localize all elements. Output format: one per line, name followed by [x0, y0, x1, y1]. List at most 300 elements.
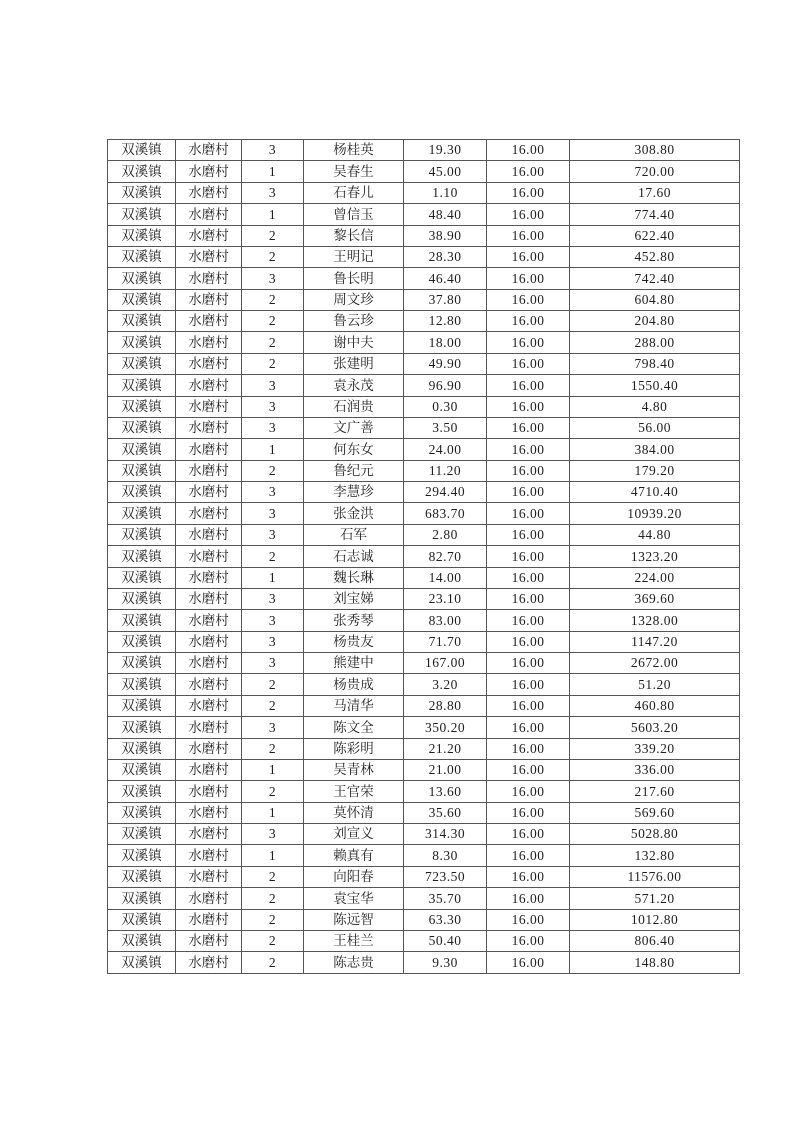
cell-amount: 1550.40	[570, 375, 740, 396]
cell-town: 双溪镇	[108, 802, 176, 823]
cell-name: 文广善	[304, 417, 404, 438]
table-row	[108, 375, 740, 396]
cell-village: 水磨村	[176, 225, 242, 246]
cell-village: 水磨村	[176, 375, 242, 396]
cell-village: 水磨村	[176, 781, 242, 802]
cell-unit-price: 16.00	[487, 759, 570, 780]
cell-unit-price: 16.00	[487, 738, 570, 759]
cell-town: 双溪镇	[108, 845, 176, 866]
cell-town: 双溪镇	[108, 439, 176, 460]
table-row	[108, 930, 740, 951]
table-row	[108, 567, 740, 588]
cell-amount: 1147.20	[570, 631, 740, 652]
cell-group: 1	[242, 845, 304, 866]
cell-village: 水磨村	[176, 759, 242, 780]
cell-name: 张金洪	[304, 503, 404, 524]
cell-name: 张建明	[304, 353, 404, 374]
cell-town: 双溪镇	[108, 182, 176, 203]
cell-amount: 4.80	[570, 396, 740, 417]
cell-unit-price: 16.00	[487, 246, 570, 267]
cell-name: 王官荣	[304, 781, 404, 802]
cell-town: 双溪镇	[108, 738, 176, 759]
cell-group: 2	[242, 674, 304, 695]
cell-village: 水磨村	[176, 524, 242, 545]
cell-quantity: 19.30	[404, 140, 487, 161]
table-row	[108, 417, 740, 438]
cell-name: 吴青林	[304, 759, 404, 780]
cell-group: 2	[242, 546, 304, 567]
cell-name: 王桂兰	[304, 930, 404, 951]
cell-quantity: 13.60	[404, 781, 487, 802]
cell-group: 2	[242, 332, 304, 353]
cell-quantity: 83.00	[404, 610, 487, 631]
cell-quantity: 21.20	[404, 738, 487, 759]
table-row	[108, 866, 740, 887]
table-row	[108, 717, 740, 738]
table-row	[108, 759, 740, 780]
cell-town: 双溪镇	[108, 332, 176, 353]
table-row	[108, 824, 740, 845]
cell-name: 杨贵成	[304, 674, 404, 695]
cell-quantity: 0.30	[404, 396, 487, 417]
cell-name: 袁宝华	[304, 888, 404, 909]
cell-name: 黎长信	[304, 225, 404, 246]
cell-town: 双溪镇	[108, 695, 176, 716]
cell-group: 1	[242, 204, 304, 225]
cell-quantity: 38.90	[404, 225, 487, 246]
cell-village: 水磨村	[176, 909, 242, 930]
cell-town: 双溪镇	[108, 888, 176, 909]
cell-group: 2	[242, 909, 304, 930]
cell-town: 双溪镇	[108, 610, 176, 631]
cell-name: 石润贵	[304, 396, 404, 417]
cell-town: 双溪镇	[108, 567, 176, 588]
cell-quantity: 314.30	[404, 824, 487, 845]
table-row	[108, 332, 740, 353]
cell-amount: 204.80	[570, 311, 740, 332]
table-row	[108, 225, 740, 246]
cell-amount: 569.60	[570, 802, 740, 823]
cell-name: 莫怀清	[304, 802, 404, 823]
cell-group: 3	[242, 396, 304, 417]
cell-quantity: 46.40	[404, 268, 487, 289]
cell-quantity: 35.60	[404, 802, 487, 823]
cell-village: 水磨村	[176, 610, 242, 631]
cell-town: 双溪镇	[108, 246, 176, 267]
cell-unit-price: 16.00	[487, 824, 570, 845]
cell-unit-price: 16.00	[487, 225, 570, 246]
cell-town: 双溪镇	[108, 396, 176, 417]
cell-name: 石志诚	[304, 546, 404, 567]
cell-unit-price: 16.00	[487, 204, 570, 225]
cell-quantity: 23.10	[404, 588, 487, 609]
cell-village: 水磨村	[176, 460, 242, 481]
cell-quantity: 71.70	[404, 631, 487, 652]
cell-name: 刘宝娣	[304, 588, 404, 609]
cell-town: 双溪镇	[108, 653, 176, 674]
cell-town: 双溪镇	[108, 952, 176, 973]
cell-group: 2	[242, 930, 304, 951]
cell-quantity: 35.70	[404, 888, 487, 909]
cell-name: 刘宣义	[304, 824, 404, 845]
cell-unit-price: 16.00	[487, 717, 570, 738]
cell-quantity: 21.00	[404, 759, 487, 780]
cell-town: 双溪镇	[108, 482, 176, 503]
table-row	[108, 353, 740, 374]
cell-quantity: 63.30	[404, 909, 487, 930]
cell-group: 1	[242, 802, 304, 823]
cell-village: 水磨村	[176, 888, 242, 909]
cell-town: 双溪镇	[108, 161, 176, 182]
table-row	[108, 674, 740, 695]
table-row	[108, 888, 740, 909]
cell-quantity: 48.40	[404, 204, 487, 225]
cell-amount: 56.00	[570, 417, 740, 438]
table-row	[108, 524, 740, 545]
cell-village: 水磨村	[176, 332, 242, 353]
cell-quantity: 723.50	[404, 866, 487, 887]
table-row	[108, 246, 740, 267]
cell-group: 3	[242, 503, 304, 524]
cell-amount: 44.80	[570, 524, 740, 545]
cell-town: 双溪镇	[108, 631, 176, 652]
cell-town: 双溪镇	[108, 289, 176, 310]
cell-group: 1	[242, 567, 304, 588]
cell-group: 2	[242, 695, 304, 716]
cell-quantity: 49.90	[404, 353, 487, 374]
cell-town: 双溪镇	[108, 546, 176, 567]
cell-unit-price: 16.00	[487, 567, 570, 588]
table-row	[108, 738, 740, 759]
cell-quantity: 96.90	[404, 375, 487, 396]
cell-village: 水磨村	[176, 866, 242, 887]
cell-amount: 132.80	[570, 845, 740, 866]
cell-village: 水磨村	[176, 417, 242, 438]
cell-amount: 17.60	[570, 182, 740, 203]
cell-amount: 369.60	[570, 588, 740, 609]
cell-unit-price: 16.00	[487, 417, 570, 438]
cell-amount: 10939.20	[570, 503, 740, 524]
cell-quantity: 3.20	[404, 674, 487, 695]
cell-amount: 384.00	[570, 439, 740, 460]
cell-amount: 452.80	[570, 246, 740, 267]
cell-town: 双溪镇	[108, 717, 176, 738]
cell-name: 马清华	[304, 695, 404, 716]
cell-unit-price: 16.00	[487, 695, 570, 716]
cell-group: 3	[242, 140, 304, 161]
cell-name: 鲁纪元	[304, 460, 404, 481]
cell-village: 水磨村	[176, 930, 242, 951]
cell-name: 鲁云珍	[304, 311, 404, 332]
cell-name: 袁永茂	[304, 375, 404, 396]
cell-town: 双溪镇	[108, 588, 176, 609]
cell-unit-price: 16.00	[487, 952, 570, 973]
cell-amount: 571.20	[570, 888, 740, 909]
cell-unit-price: 16.00	[487, 845, 570, 866]
cell-amount: 720.00	[570, 161, 740, 182]
cell-group: 3	[242, 653, 304, 674]
cell-village: 水磨村	[176, 674, 242, 695]
table-row	[108, 311, 740, 332]
cell-quantity: 9.30	[404, 952, 487, 973]
cell-amount: 798.40	[570, 353, 740, 374]
cell-name: 赖真有	[304, 845, 404, 866]
cell-unit-price: 16.00	[487, 610, 570, 631]
cell-amount: 51.20	[570, 674, 740, 695]
cell-village: 水磨村	[176, 952, 242, 973]
cell-amount: 217.60	[570, 781, 740, 802]
cell-unit-price: 16.00	[487, 674, 570, 695]
cell-amount: 806.40	[570, 930, 740, 951]
table-row	[108, 289, 740, 310]
cell-unit-price: 16.00	[487, 781, 570, 802]
cell-unit-price: 16.00	[487, 353, 570, 374]
cell-quantity: 12.80	[404, 311, 487, 332]
cell-group: 3	[242, 482, 304, 503]
cell-amount: 1328.00	[570, 610, 740, 631]
cell-village: 水磨村	[176, 439, 242, 460]
cell-name: 陈远智	[304, 909, 404, 930]
cell-name: 李慧珍	[304, 482, 404, 503]
cell-unit-price: 16.00	[487, 653, 570, 674]
cell-amount: 622.40	[570, 225, 740, 246]
cell-quantity: 3.50	[404, 417, 487, 438]
cell-quantity: 2.80	[404, 524, 487, 545]
cell-group: 3	[242, 824, 304, 845]
table-row	[108, 781, 740, 802]
cell-town: 双溪镇	[108, 225, 176, 246]
cell-group: 2	[242, 353, 304, 374]
cell-quantity: 1.10	[404, 182, 487, 203]
cell-amount: 336.00	[570, 759, 740, 780]
cell-name: 张秀琴	[304, 610, 404, 631]
payment-table	[107, 139, 740, 974]
table-row	[108, 909, 740, 930]
cell-village: 水磨村	[176, 845, 242, 866]
cell-group: 2	[242, 952, 304, 973]
cell-quantity: 11.20	[404, 460, 487, 481]
cell-village: 水磨村	[176, 289, 242, 310]
cell-unit-price: 16.00	[487, 140, 570, 161]
cell-group: 3	[242, 417, 304, 438]
cell-town: 双溪镇	[108, 781, 176, 802]
table-row	[108, 268, 740, 289]
cell-village: 水磨村	[176, 824, 242, 845]
cell-town: 双溪镇	[108, 204, 176, 225]
cell-amount: 774.40	[570, 204, 740, 225]
table-row	[108, 439, 740, 460]
cell-village: 水磨村	[176, 161, 242, 182]
cell-amount: 5603.20	[570, 717, 740, 738]
cell-name: 魏长琳	[304, 567, 404, 588]
cell-quantity: 294.40	[404, 482, 487, 503]
cell-name: 周文珍	[304, 289, 404, 310]
cell-town: 双溪镇	[108, 503, 176, 524]
cell-group: 3	[242, 524, 304, 545]
cell-village: 水磨村	[176, 738, 242, 759]
table-row	[108, 588, 740, 609]
cell-name: 何东女	[304, 439, 404, 460]
table-row	[108, 204, 740, 225]
cell-village: 水磨村	[176, 631, 242, 652]
cell-unit-price: 16.00	[487, 332, 570, 353]
cell-amount: 339.20	[570, 738, 740, 759]
cell-unit-price: 16.00	[487, 909, 570, 930]
payment-table-body	[108, 140, 740, 974]
cell-village: 水磨村	[176, 204, 242, 225]
cell-unit-price: 16.00	[487, 503, 570, 524]
table-row	[108, 952, 740, 973]
cell-town: 双溪镇	[108, 674, 176, 695]
cell-town: 双溪镇	[108, 909, 176, 930]
cell-unit-price: 16.00	[487, 182, 570, 203]
cell-town: 双溪镇	[108, 824, 176, 845]
cell-quantity: 50.40	[404, 930, 487, 951]
cell-village: 水磨村	[176, 717, 242, 738]
cell-group: 2	[242, 781, 304, 802]
cell-village: 水磨村	[176, 653, 242, 674]
cell-name: 陈志贵	[304, 952, 404, 973]
cell-name: 向阳春	[304, 866, 404, 887]
cell-group: 3	[242, 588, 304, 609]
cell-name: 石军	[304, 524, 404, 545]
cell-unit-price: 16.00	[487, 631, 570, 652]
cell-group: 2	[242, 289, 304, 310]
cell-group: 3	[242, 717, 304, 738]
cell-name: 谢中夫	[304, 332, 404, 353]
cell-village: 水磨村	[176, 802, 242, 823]
cell-name: 杨桂英	[304, 140, 404, 161]
cell-village: 水磨村	[176, 588, 242, 609]
cell-name: 陈文全	[304, 717, 404, 738]
cell-unit-price: 16.00	[487, 888, 570, 909]
cell-town: 双溪镇	[108, 375, 176, 396]
cell-quantity: 82.70	[404, 546, 487, 567]
cell-group: 2	[242, 311, 304, 332]
cell-amount: 148.80	[570, 952, 740, 973]
cell-quantity: 45.00	[404, 161, 487, 182]
cell-unit-price: 16.00	[487, 268, 570, 289]
table-row	[108, 396, 740, 417]
cell-group: 3	[242, 182, 304, 203]
cell-quantity: 18.00	[404, 332, 487, 353]
cell-village: 水磨村	[176, 311, 242, 332]
table-row	[108, 482, 740, 503]
cell-group: 3	[242, 375, 304, 396]
cell-name: 吴春生	[304, 161, 404, 182]
cell-amount: 742.40	[570, 268, 740, 289]
cell-name: 熊建中	[304, 653, 404, 674]
cell-group: 3	[242, 631, 304, 652]
cell-amount: 4710.40	[570, 482, 740, 503]
cell-quantity: 683.70	[404, 503, 487, 524]
cell-unit-price: 16.00	[487, 396, 570, 417]
cell-unit-price: 16.00	[487, 802, 570, 823]
cell-name: 王明记	[304, 246, 404, 267]
cell-unit-price: 16.00	[487, 311, 570, 332]
cell-group: 2	[242, 888, 304, 909]
cell-amount: 1323.20	[570, 546, 740, 567]
cell-amount: 5028.80	[570, 824, 740, 845]
cell-name: 鲁长明	[304, 268, 404, 289]
cell-village: 水磨村	[176, 268, 242, 289]
cell-group: 2	[242, 246, 304, 267]
cell-unit-price: 16.00	[487, 930, 570, 951]
cell-village: 水磨村	[176, 503, 242, 524]
cell-town: 双溪镇	[108, 268, 176, 289]
cell-name: 杨贵友	[304, 631, 404, 652]
cell-group: 3	[242, 610, 304, 631]
cell-village: 水磨村	[176, 396, 242, 417]
cell-town: 双溪镇	[108, 353, 176, 374]
cell-quantity: 37.80	[404, 289, 487, 310]
table-row	[108, 182, 740, 203]
cell-town: 双溪镇	[108, 866, 176, 887]
cell-village: 水磨村	[176, 246, 242, 267]
table-row	[108, 802, 740, 823]
cell-unit-price: 16.00	[487, 375, 570, 396]
cell-unit-price: 16.00	[487, 588, 570, 609]
table-row	[108, 503, 740, 524]
cell-unit-price: 16.00	[487, 460, 570, 481]
cell-town: 双溪镇	[108, 311, 176, 332]
cell-town: 双溪镇	[108, 524, 176, 545]
table-row	[108, 610, 740, 631]
cell-group: 2	[242, 460, 304, 481]
cell-village: 水磨村	[176, 353, 242, 374]
cell-group: 2	[242, 738, 304, 759]
cell-quantity: 8.30	[404, 845, 487, 866]
cell-amount: 2672.00	[570, 653, 740, 674]
cell-village: 水磨村	[176, 695, 242, 716]
cell-amount: 224.00	[570, 567, 740, 588]
cell-quantity: 14.00	[404, 567, 487, 588]
cell-village: 水磨村	[176, 546, 242, 567]
cell-village: 水磨村	[176, 482, 242, 503]
cell-unit-price: 16.00	[487, 439, 570, 460]
cell-group: 1	[242, 439, 304, 460]
cell-name: 曾信玉	[304, 204, 404, 225]
cell-amount: 179.20	[570, 460, 740, 481]
cell-group: 1	[242, 759, 304, 780]
cell-quantity: 24.00	[404, 439, 487, 460]
table-row	[108, 546, 740, 567]
cell-quantity: 28.30	[404, 246, 487, 267]
cell-quantity: 28.80	[404, 695, 487, 716]
cell-unit-price: 16.00	[487, 161, 570, 182]
cell-amount: 288.00	[570, 332, 740, 353]
cell-town: 双溪镇	[108, 759, 176, 780]
cell-amount: 308.80	[570, 140, 740, 161]
cell-unit-price: 16.00	[487, 866, 570, 887]
cell-amount: 11576.00	[570, 866, 740, 887]
cell-name: 石春儿	[304, 182, 404, 203]
cell-quantity: 350.20	[404, 717, 487, 738]
table-row	[108, 695, 740, 716]
cell-town: 双溪镇	[108, 460, 176, 481]
cell-amount: 460.80	[570, 695, 740, 716]
cell-quantity: 167.00	[404, 653, 487, 674]
cell-village: 水磨村	[176, 567, 242, 588]
cell-town: 双溪镇	[108, 417, 176, 438]
table-row	[108, 631, 740, 652]
cell-group: 3	[242, 268, 304, 289]
table-row	[108, 140, 740, 161]
cell-unit-price: 16.00	[487, 289, 570, 310]
cell-group: 2	[242, 866, 304, 887]
cell-name: 陈彩明	[304, 738, 404, 759]
cell-unit-price: 16.00	[487, 546, 570, 567]
